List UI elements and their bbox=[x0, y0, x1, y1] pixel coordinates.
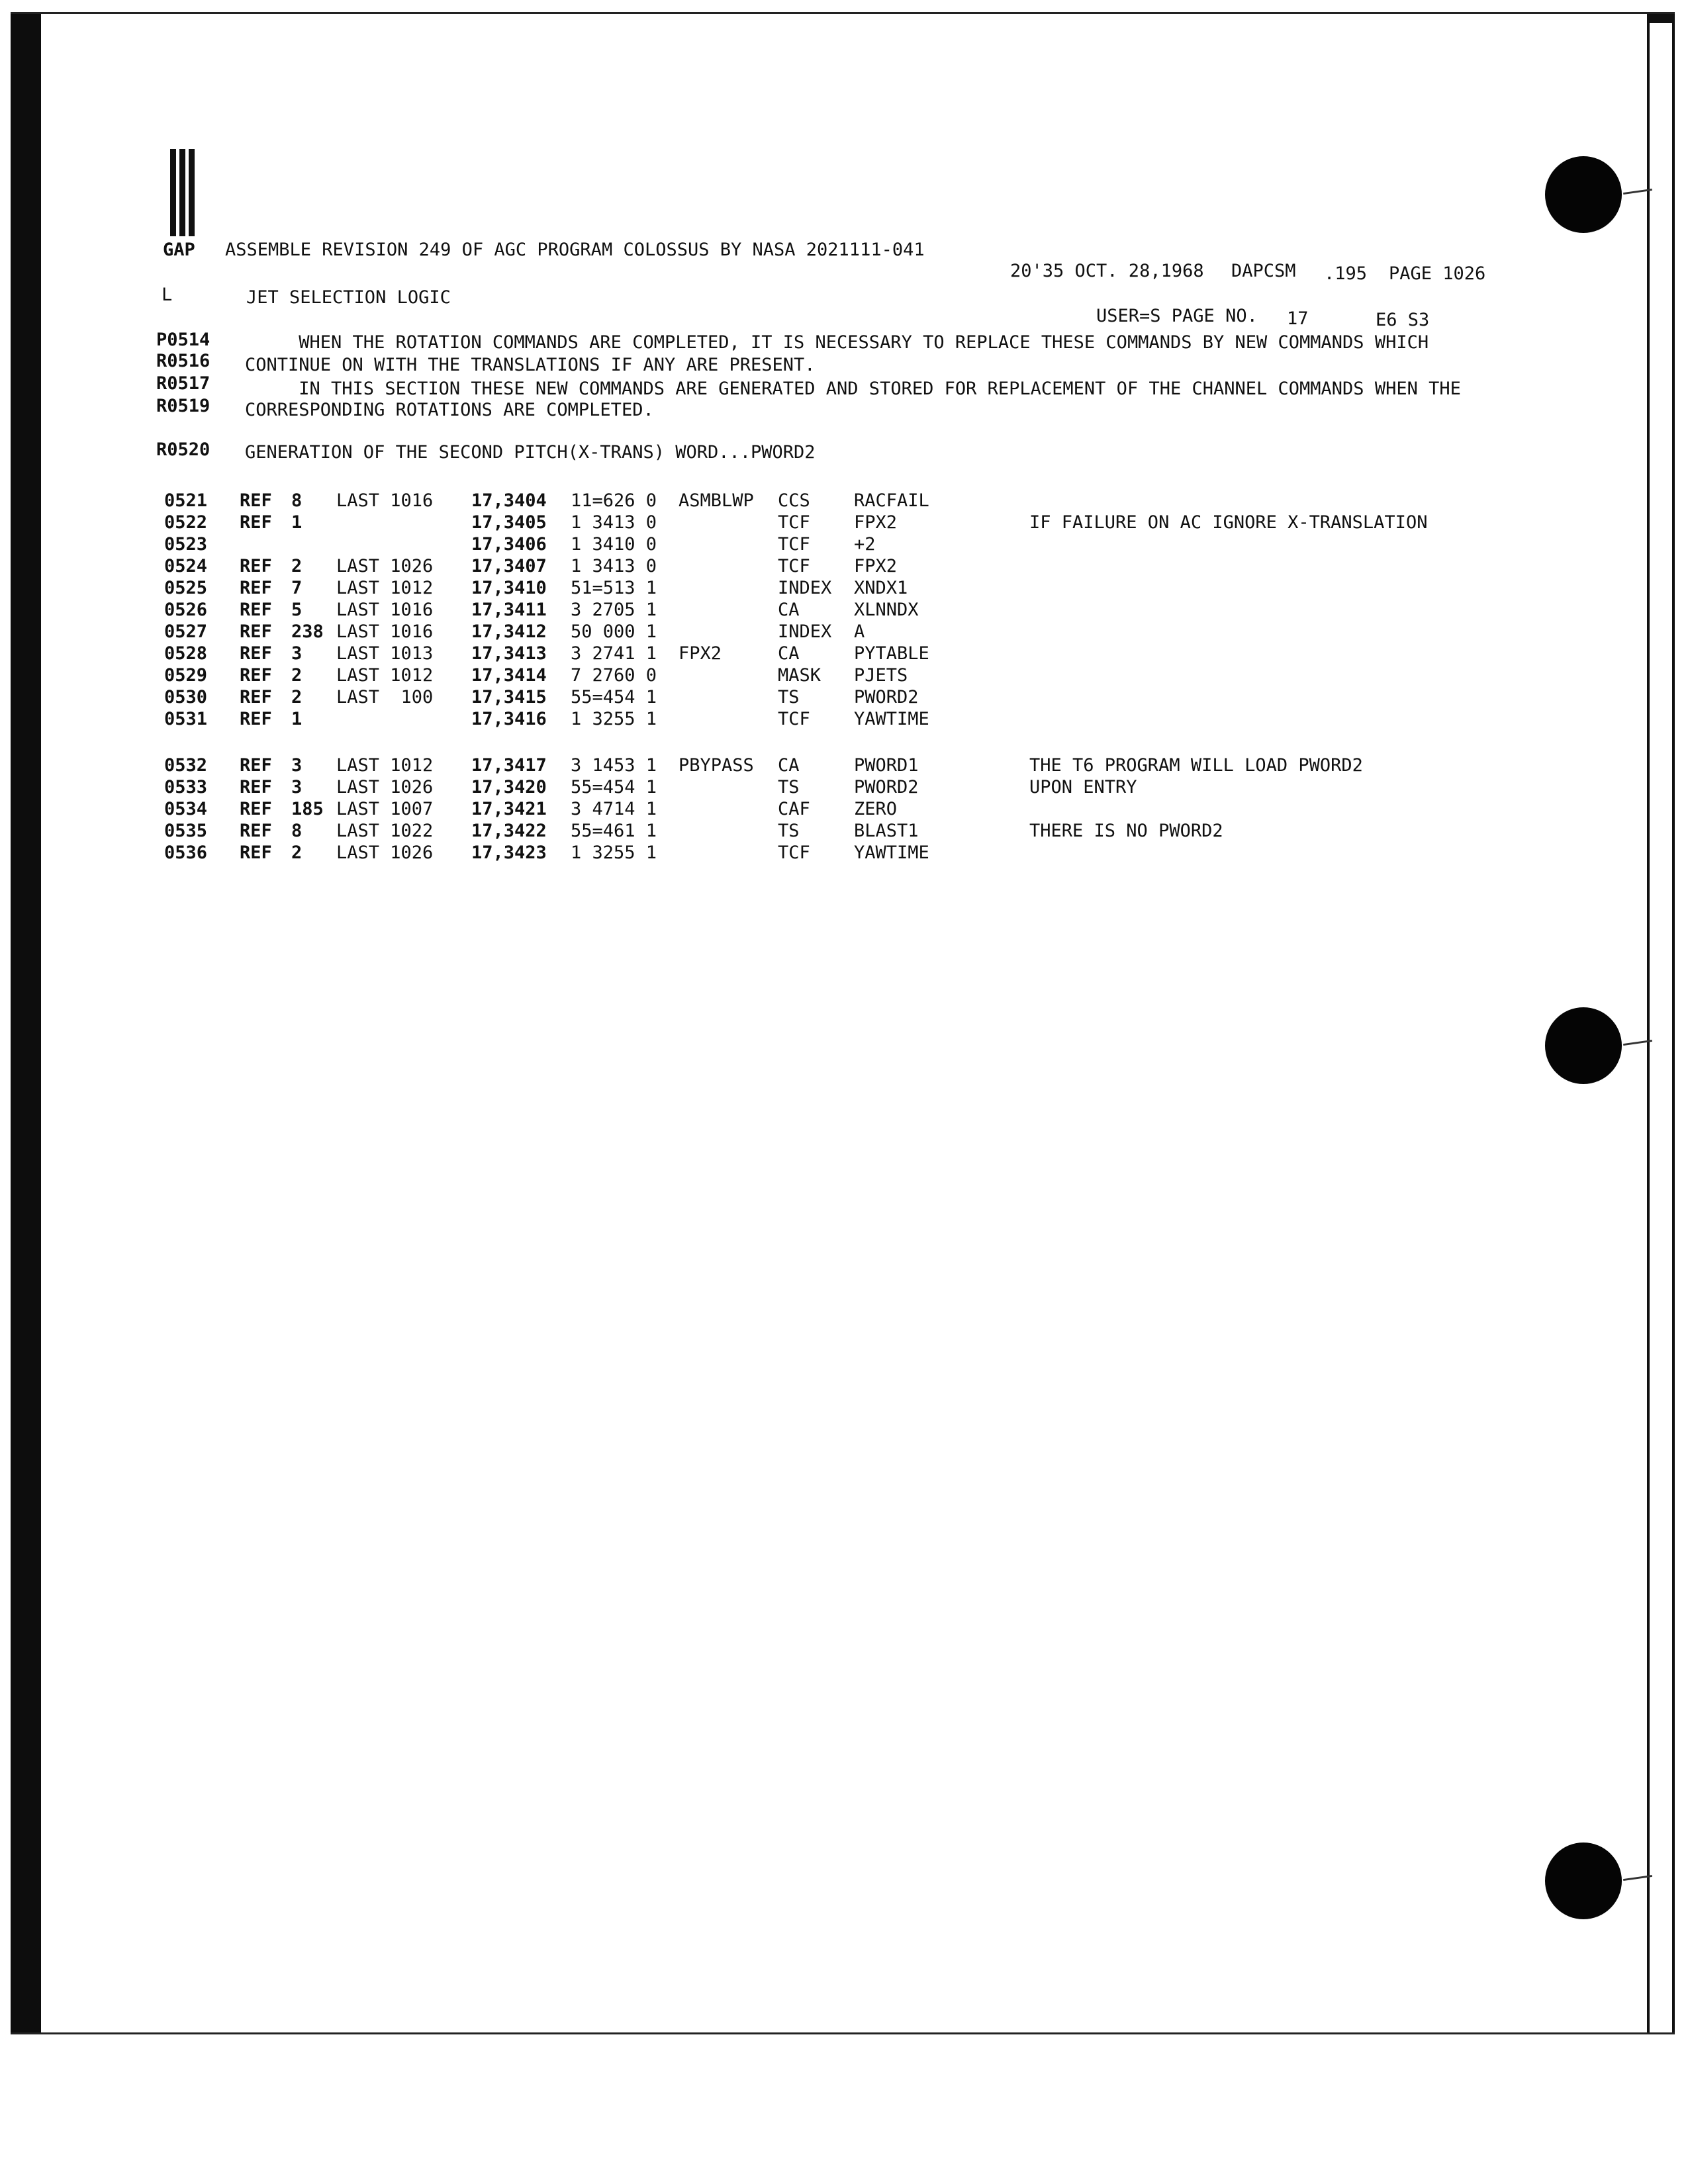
listing-addr: 17,3414 bbox=[471, 665, 547, 686]
listing-op: INDEX bbox=[778, 621, 832, 642]
listing-code: 3 2705 1 bbox=[571, 600, 657, 620]
listing-row bbox=[0, 820, 1688, 842]
section-title: JET SELECTION LOGIC bbox=[246, 287, 451, 308]
listing-last: LAST 1013 bbox=[336, 643, 434, 664]
listing-comment: UPON ENTRY bbox=[1029, 777, 1137, 797]
listing-ref: REF bbox=[240, 556, 272, 576]
listing-seq: 0528 bbox=[164, 643, 208, 664]
listing-operand: ZERO bbox=[854, 799, 898, 819]
header-page: PAGE 1026 bbox=[1389, 263, 1486, 284]
listing-addr: 17,3420 bbox=[471, 777, 547, 797]
listing-seq: 0535 bbox=[164, 821, 208, 841]
listing-refn: 2 bbox=[291, 687, 303, 707]
listing-operand: BLAST1 bbox=[854, 821, 919, 841]
listing-refn: 1 bbox=[291, 709, 303, 729]
listing-last: LAST 1016 bbox=[336, 600, 434, 620]
listing-ref: REF bbox=[240, 665, 272, 686]
listing-operand: +2 bbox=[854, 534, 876, 555]
remark-text: CONTINUE ON WITH THE TRANSLATIONS IF ANY ARE PRESENT. bbox=[245, 355, 816, 375]
listing-code: 1 3413 0 bbox=[571, 512, 657, 533]
listing-last: LAST 1016 bbox=[336, 490, 434, 511]
listing-label: ASMBLWP bbox=[679, 490, 754, 511]
listing-operand: PWORD1 bbox=[854, 755, 919, 776]
listing-row bbox=[0, 490, 1688, 512]
overstrike-marks bbox=[162, 149, 209, 242]
listing-refn: 185 bbox=[291, 799, 324, 819]
listing-code: 50 000 1 bbox=[571, 621, 657, 642]
listing-row bbox=[0, 842, 1688, 864]
listing-label: PBYPASS bbox=[679, 755, 754, 776]
listing-addr: 17,3410 bbox=[471, 578, 547, 598]
listing-refn: 2 bbox=[291, 665, 303, 686]
listing-addr: 17,3412 bbox=[471, 621, 547, 642]
sheet-left-edge bbox=[11, 14, 41, 2032]
listing-op: CAF bbox=[778, 799, 810, 819]
listing-op: TCF bbox=[778, 534, 810, 555]
listing-last: LAST 1016 bbox=[336, 621, 434, 642]
listing-row bbox=[0, 533, 1688, 555]
listing-ref: REF bbox=[240, 709, 272, 729]
listing-code: 51=513 1 bbox=[571, 578, 657, 598]
listing-seq: 0533 bbox=[164, 777, 208, 797]
listing-refn: 1 bbox=[291, 512, 303, 533]
users-page-number: 17 bbox=[1287, 308, 1309, 329]
listing-addr: 17,3411 bbox=[471, 600, 547, 620]
listing-operand: A bbox=[854, 621, 865, 642]
listing-addr: 17,3422 bbox=[471, 821, 547, 841]
listing-refn: 3 bbox=[291, 643, 303, 664]
punch-hole-middle bbox=[1545, 1007, 1622, 1084]
listing-addr: 17,3407 bbox=[471, 556, 547, 576]
remark-id: R0516 bbox=[156, 351, 211, 371]
listing-seq: 0527 bbox=[164, 621, 208, 642]
listing-code: 3 1453 1 bbox=[571, 755, 657, 776]
listing-row bbox=[0, 555, 1688, 577]
listing-seq: 0524 bbox=[164, 556, 208, 576]
punch-hole-bottom bbox=[1545, 1843, 1622, 1919]
listing-op: TCF bbox=[778, 842, 810, 863]
listing-ref: REF bbox=[240, 755, 272, 776]
listing-row bbox=[0, 798, 1688, 820]
listing-ref: REF bbox=[240, 512, 272, 533]
listing-row bbox=[0, 664, 1688, 686]
listing-op: CA bbox=[778, 600, 800, 620]
listing-last: LAST 1012 bbox=[336, 665, 434, 686]
listing-addr: 17,3415 bbox=[471, 687, 547, 707]
listing-seq: 0536 bbox=[164, 842, 208, 863]
remark-id: P0514 bbox=[156, 330, 211, 350]
listing-seq: 0531 bbox=[164, 709, 208, 729]
listing-comment: IF FAILURE ON AC IGNORE X-TRANSLATION bbox=[1029, 512, 1428, 533]
listing-addr: 17,3405 bbox=[471, 512, 547, 533]
listing-row bbox=[0, 708, 1688, 730]
listing-refn: 238 bbox=[291, 621, 324, 642]
listing-code: 55=454 1 bbox=[571, 687, 657, 707]
listing-refn: 3 bbox=[291, 777, 303, 797]
listing-addr: 17,3421 bbox=[471, 799, 547, 819]
listing-row bbox=[0, 621, 1688, 643]
remark-id: R0519 bbox=[156, 396, 211, 416]
listing-refn: 2 bbox=[291, 556, 303, 576]
listing-code: 1 3413 0 bbox=[571, 556, 657, 576]
listing-op: CA bbox=[778, 755, 800, 776]
remark-text: IN THIS SECTION THESE NEW COMMANDS ARE GENERATED AND STORED FOR REPLACEMENT OF THE CHANNEL COMMANDS WHEN THE bbox=[245, 379, 1461, 399]
listing-seq: 0532 bbox=[164, 755, 208, 776]
sheet-right-edge bbox=[1647, 14, 1675, 2032]
listing-row bbox=[0, 776, 1688, 798]
listing-operand: RACFAIL bbox=[854, 490, 929, 511]
listing-seq: 0530 bbox=[164, 687, 208, 707]
header-code: .195 bbox=[1324, 263, 1368, 284]
listing-last: LAST 1012 bbox=[336, 755, 434, 776]
listing-operand: PWORD2 bbox=[854, 777, 919, 797]
listing-seq: 0529 bbox=[164, 665, 208, 686]
listing-refn: 2 bbox=[291, 842, 303, 863]
listing-op: TS bbox=[778, 821, 800, 841]
remark-text: WHEN THE ROTATION COMMANDS ARE COMPLETED, IT IS NECESSARY TO REPLACE THESE COMMANDS BY NEW COMMANDS WHICH bbox=[245, 332, 1429, 353]
users-page-label: USER=S PAGE NO. bbox=[1096, 306, 1258, 326]
users-page-suffix: E6 S3 bbox=[1376, 310, 1430, 330]
listing-op: CCS bbox=[778, 490, 810, 511]
section-marker: L bbox=[162, 285, 173, 305]
remark-id: R0517 bbox=[156, 373, 211, 394]
listing-op: TS bbox=[778, 687, 800, 707]
listing-code: 1 3255 1 bbox=[571, 709, 657, 729]
listing-op: INDEX bbox=[778, 578, 832, 598]
listing-refn: 8 bbox=[291, 821, 303, 841]
listing-last: LAST 100 bbox=[336, 687, 434, 707]
listing-row bbox=[0, 686, 1688, 708]
listing-operand: YAWTIME bbox=[854, 842, 929, 863]
listing-operand: XNDX1 bbox=[854, 578, 908, 598]
listing-seq: 0523 bbox=[164, 534, 208, 555]
listing-addr: 17,3406 bbox=[471, 534, 547, 555]
listing-row bbox=[0, 754, 1688, 776]
listing-op: TCF bbox=[778, 556, 810, 576]
listing-ref: REF bbox=[240, 777, 272, 797]
listing-row bbox=[0, 512, 1688, 533]
listing-row bbox=[0, 577, 1688, 599]
listing-last: LAST 1012 bbox=[336, 578, 434, 598]
listing-addr: 17,3417 bbox=[471, 755, 547, 776]
listing-code: 1 3410 0 bbox=[571, 534, 657, 555]
listing-op: MASK bbox=[778, 665, 821, 686]
listing-refn: 8 bbox=[291, 490, 303, 511]
listing-op: TCF bbox=[778, 709, 810, 729]
listing-code: 11=626 0 bbox=[571, 490, 657, 511]
listing-row bbox=[0, 599, 1688, 621]
subheading-id: R0520 bbox=[156, 439, 211, 460]
listing-code: 7 2760 0 bbox=[571, 665, 657, 686]
listing-code: 55=454 1 bbox=[571, 777, 657, 797]
listing-op: TCF bbox=[778, 512, 810, 533]
listing-ref: REF bbox=[240, 621, 272, 642]
listing-ref: REF bbox=[240, 643, 272, 664]
listing-refn: 3 bbox=[291, 755, 303, 776]
listing-last: LAST 1026 bbox=[336, 556, 434, 576]
listing-last: LAST 1026 bbox=[336, 777, 434, 797]
listing-op: CA bbox=[778, 643, 800, 664]
assemble-line: ASSEMBLE REVISION 249 OF AGC PROGRAM COLOSSUS BY NASA 2021111-041 bbox=[225, 240, 925, 260]
listing-addr: 17,3413 bbox=[471, 643, 547, 664]
remark-text: CORRESPONDING ROTATIONS ARE COMPLETED. bbox=[245, 400, 654, 420]
listing-addr: 17,3423 bbox=[471, 842, 547, 863]
listing-seq: 0525 bbox=[164, 578, 208, 598]
listing-seq: 0534 bbox=[164, 799, 208, 819]
listing-label: FPX2 bbox=[679, 643, 722, 664]
listing-operand: FPX2 bbox=[854, 556, 898, 576]
listing-seq: 0522 bbox=[164, 512, 208, 533]
listing-seq: 0526 bbox=[164, 600, 208, 620]
listing-seq: 0521 bbox=[164, 490, 208, 511]
listing-operand: XLNNDX bbox=[854, 600, 919, 620]
punch-hole-top bbox=[1545, 156, 1622, 233]
listing-operand: PYTABLE bbox=[854, 643, 929, 664]
listing-row bbox=[0, 643, 1688, 664]
listing-ref: REF bbox=[240, 490, 272, 511]
listing-addr: 17,3416 bbox=[471, 709, 547, 729]
listing-operand: YAWTIME bbox=[854, 709, 929, 729]
listing-last: LAST 1022 bbox=[336, 821, 434, 841]
subheading-text: GENERATION OF THE SECOND PITCH(X-TRANS) WORD...PWORD2 bbox=[245, 442, 816, 463]
listing-ref: REF bbox=[240, 578, 272, 598]
listing-comment: THE T6 PROGRAM WILL LOAD PWORD2 bbox=[1029, 755, 1363, 776]
listing-operand: PJETS bbox=[854, 665, 908, 686]
listing-code: 55=461 1 bbox=[571, 821, 657, 841]
listing-refn: 7 bbox=[291, 578, 303, 598]
header-timestamp: 20'35 OCT. 28,1968 bbox=[1010, 261, 1204, 281]
listing-code: 3 4714 1 bbox=[571, 799, 657, 819]
listing-operand: PWORD2 bbox=[854, 687, 919, 707]
listing-ref: REF bbox=[240, 799, 272, 819]
listing-last: LAST 1007 bbox=[336, 799, 434, 819]
header-tag: GAP bbox=[163, 240, 195, 260]
listing-operand: FPX2 bbox=[854, 512, 898, 533]
listing-addr: 17,3404 bbox=[471, 490, 547, 511]
listing-ref: REF bbox=[240, 842, 272, 863]
listing-comment: THERE IS NO PWORD2 bbox=[1029, 821, 1223, 841]
listing-refn: 5 bbox=[291, 600, 303, 620]
listing-ref: REF bbox=[240, 600, 272, 620]
listing-code: 1 3255 1 bbox=[571, 842, 657, 863]
header-job: DAPCSM bbox=[1231, 261, 1296, 281]
listing-ref: REF bbox=[240, 821, 272, 841]
listing-ref: REF bbox=[240, 687, 272, 707]
listing-last: LAST 1026 bbox=[336, 842, 434, 863]
listing-op: TS bbox=[778, 777, 800, 797]
listing-code: 3 2741 1 bbox=[571, 643, 657, 664]
